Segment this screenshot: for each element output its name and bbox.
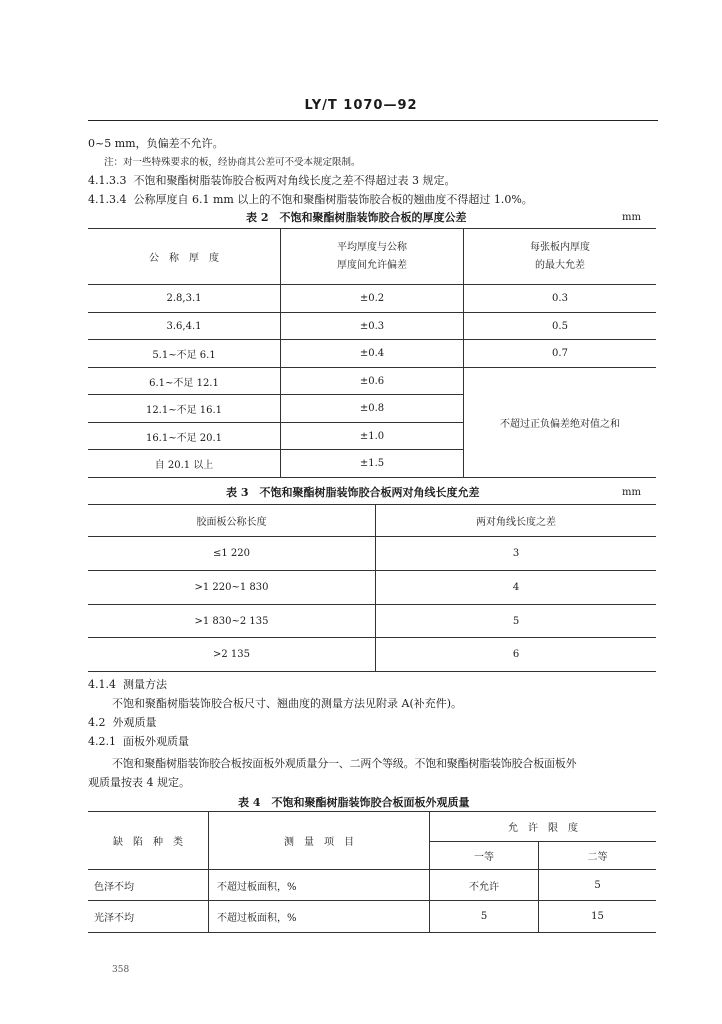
cell-thickness: 12.1~不足 16.1 <box>88 395 281 423</box>
cell-diff: 6 <box>376 638 657 672</box>
header-panel-length: 胶面板公称长度 <box>88 505 376 537</box>
header-measure-item: 测 量 项 目 <box>209 812 430 870</box>
header-grade-2: 二等 <box>539 842 657 870</box>
header-max-tolerance <box>464 229 657 285</box>
header-allowance: 允 许 限 度 <box>430 812 657 842</box>
table-header-row <box>88 812 656 842</box>
header-nominal-thickness: 公 称 厚 度 <box>88 229 281 285</box>
cell-defect: 色泽不均 <box>88 870 209 901</box>
cell-length: >1 830~2 135 <box>88 605 376 638</box>
cell-deviation: ±0.2 <box>281 285 464 313</box>
clause-number: 4.2.1 <box>88 735 116 748</box>
table-row <box>88 313 656 340</box>
header-grade-1: 一等 <box>430 842 539 870</box>
cell-deviation: ±1.5 <box>281 450 464 478</box>
table3-caption: 表 3 不饱和聚酯树脂装饰胶合板两对角线长度允差 <box>226 486 480 499</box>
cell-merged-max: 不超过正负偏差绝对值之和 <box>464 368 657 478</box>
cell-thickness: 3.6,4.1 <box>88 313 281 340</box>
cell-length: ≤1 220 <box>88 537 376 571</box>
table-row <box>88 368 656 395</box>
cell-deviation: ±0.3 <box>281 313 464 340</box>
header-line: 平均厚度与公称 <box>337 241 407 253</box>
clause-421-body-line1: 不饱和聚酯树脂装饰胶合板按面板外观质量分一、二两个等级。不饱和聚酯树脂装饰胶合板面板外 <box>112 757 577 770</box>
clause-414 <box>88 676 167 692</box>
page-number: 358 <box>112 965 130 975</box>
table-row <box>88 870 656 901</box>
table-3 <box>88 504 656 672</box>
table-row <box>88 605 656 638</box>
clause-text: 不饱和聚酯树脂装饰胶合板两对角线长度之差不得超过表 3 规定。 <box>133 174 456 187</box>
clause-414-body: 不饱和聚酯树脂装饰胶合板尺寸、翘曲度的测量方法见附录 A(补充件)。 <box>112 697 463 710</box>
cell-length: >2 135 <box>88 638 376 672</box>
header-avg-deviation <box>281 229 464 285</box>
header-line: 每张板内厚度 <box>530 241 590 253</box>
clause-number: 4.1.4 <box>88 678 116 691</box>
cell-diff: 4 <box>376 571 657 605</box>
cell-max: 0.5 <box>464 313 657 340</box>
header-diagonal-diff: 两对角线长度之差 <box>376 505 657 537</box>
table2-caption: 表 2 不饱和聚酯树脂装饰胶合板的厚度公差 <box>246 211 467 224</box>
cell-thickness: 6.1~不足 12.1 <box>88 368 281 395</box>
table-header-row <box>88 229 656 285</box>
header-defect-type: 缺 陷 种 类 <box>88 812 209 870</box>
table4-caption: 表 4 不饱和聚酯树脂装饰胶合板面板外观质量 <box>238 796 470 809</box>
header-line: 厚度间允许偏差 <box>337 259 407 271</box>
table-2 <box>88 228 656 478</box>
cell-item: 不超过板面积，% <box>209 870 430 901</box>
clause-4133 <box>88 172 455 188</box>
table-row <box>88 638 656 672</box>
clause-number: 4.1.3.4 <box>88 193 127 206</box>
table-row <box>88 340 656 368</box>
clause-number: 4.2 <box>88 716 106 729</box>
cell-item: 不超过板面积，% <box>209 901 430 933</box>
cell-defect: 光泽不均 <box>88 901 209 933</box>
cell-grade1: 不允许 <box>430 870 539 901</box>
clause-title: 测量方法 <box>123 678 167 691</box>
cell-thickness: 16.1~不足 20.1 <box>88 423 281 450</box>
clause-421 <box>88 733 189 749</box>
cell-length: >1 220~1 830 <box>88 571 376 605</box>
note-text: 注：对一些特殊要求的板，经协商其公差可不受本规定限制。 <box>104 157 361 168</box>
cell-deviation: ±0.6 <box>281 368 464 395</box>
clause-title: 面板外观质量 <box>123 735 189 748</box>
table3-unit: mm <box>622 487 641 498</box>
cell-max: 0.3 <box>464 285 657 313</box>
cell-grade1: 5 <box>430 901 539 933</box>
cell-thickness: 5.1~不足 6.1 <box>88 340 281 368</box>
table-header-row <box>88 505 656 537</box>
cell-grade2: 15 <box>539 901 657 933</box>
table2-unit: mm <box>622 212 641 223</box>
intro-line: 0~5 mm，负偏差不允许。 <box>88 137 224 150</box>
cell-max: 0.7 <box>464 340 657 368</box>
clause-4134 <box>88 191 533 207</box>
cell-diff: 5 <box>376 605 657 638</box>
table-row <box>88 571 656 605</box>
header-line: 的最大允差 <box>535 259 585 271</box>
table-row <box>88 537 656 571</box>
table-4 <box>88 811 656 933</box>
cell-deviation: ±0.4 <box>281 340 464 368</box>
cell-thickness: 2.8,3.1 <box>88 285 281 313</box>
cell-deviation: ±1.0 <box>281 423 464 450</box>
cell-diff: 3 <box>376 537 657 571</box>
clause-text: 公称厚度自 6.1 mm 以上的不饱和聚酯树脂装饰胶合板的翘曲度不得超过 1.0%。 <box>133 193 533 206</box>
clause-title: 外观质量 <box>112 716 157 729</box>
cell-deviation: ±0.8 <box>281 395 464 423</box>
clause-421-body-line2: 观质量按表 4 规定。 <box>88 776 190 789</box>
clause-42 <box>88 714 157 730</box>
clause-number: 4.1.3.3 <box>88 174 127 187</box>
cell-thickness: 自 20.1 以上 <box>88 450 281 478</box>
table-row <box>88 285 656 313</box>
table-row <box>88 901 656 933</box>
header-rule <box>88 120 658 121</box>
standard-code: LY/T 1070—92 <box>304 98 418 113</box>
cell-grade2: 5 <box>539 870 657 901</box>
